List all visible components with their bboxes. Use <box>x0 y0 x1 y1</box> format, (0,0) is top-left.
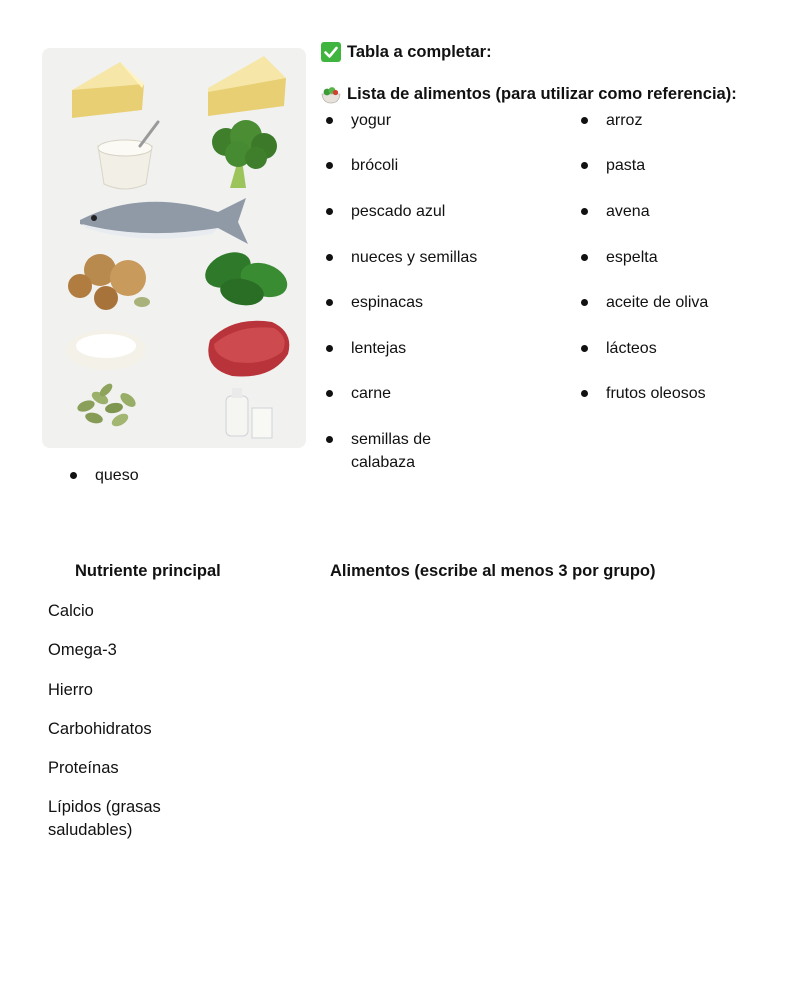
table-row: Carbohidratos <box>48 720 152 738</box>
table-header-nutrient: Nutriente principal <box>75 562 221 580</box>
table-row: Hierro <box>48 681 93 699</box>
fish-icon <box>80 198 248 244</box>
spinach-icon <box>199 245 292 308</box>
salad-icon <box>321 86 341 104</box>
list-item: yogur <box>321 109 521 132</box>
list-item: semillas de calabaza <box>321 428 451 474</box>
table-row: Omega-3 <box>48 641 117 659</box>
milk-icon <box>226 388 272 438</box>
list-item: espinacas <box>321 291 521 314</box>
pumpkin-seeds-icon <box>76 382 138 429</box>
table-row: Proteínas <box>48 759 119 777</box>
list-item: nueces y semillas <box>321 246 521 269</box>
list-item: pasta <box>576 154 776 177</box>
list-item: arroz <box>576 109 776 132</box>
table-row: Lípidos (grasas saludables) <box>48 798 161 839</box>
list-item: queso <box>65 464 139 487</box>
yogurt-icon <box>98 122 158 189</box>
list-item: espelta <box>576 246 776 269</box>
food-list-heading: Lista de alimentos (para utilizar como referencia): <box>321 85 737 104</box>
list-item: lentejas <box>321 337 521 360</box>
list-item: carne <box>321 382 521 405</box>
rice-icon <box>66 330 146 370</box>
list-item: frutos oleosos <box>576 382 776 405</box>
cheese-icon <box>208 56 286 116</box>
check-mark-icon <box>321 42 341 62</box>
list-item: pescado azul <box>321 200 521 223</box>
meat-icon <box>208 321 289 377</box>
food-illustration-panel <box>42 48 306 448</box>
table-header-foods: Alimentos (escribe al menos 3 por grupo) <box>330 562 656 580</box>
food-list-column-1 <box>321 109 521 474</box>
table-to-complete-heading: Tabla a completar: <box>321 42 492 62</box>
broccoli-icon <box>212 120 277 188</box>
food-list-column-2 <box>576 109 776 405</box>
table-row: Calcio <box>48 602 94 620</box>
list-item: aceite de oliva <box>576 291 776 314</box>
cheese-icon <box>72 62 144 118</box>
list-item: lácteos <box>576 337 776 360</box>
list-item: brócoli <box>321 154 521 177</box>
list-item: avena <box>576 200 776 223</box>
left-food-list <box>65 464 139 487</box>
walnuts-icon <box>68 254 150 310</box>
